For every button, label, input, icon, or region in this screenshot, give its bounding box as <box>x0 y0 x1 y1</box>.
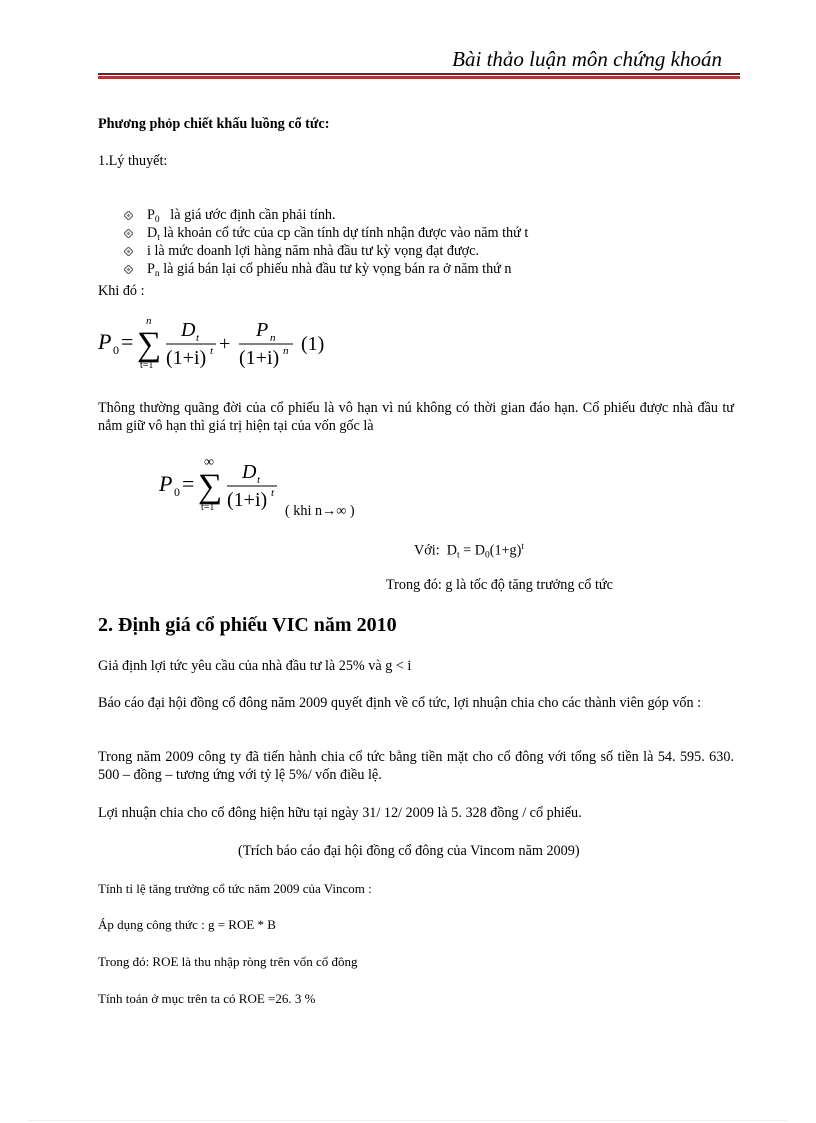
page-header-title: Bài thảo luận môn chứng khoán <box>452 47 722 71</box>
page-bottom-border <box>28 1120 788 1121</box>
summation-sign: ∑ <box>137 326 162 363</box>
plus-sign: + <box>219 333 231 355</box>
header-rule-thick <box>98 76 740 79</box>
sum-lower-limit: t=1 <box>140 360 154 371</box>
numerator-p-subscript: n <box>270 332 276 344</box>
denominator-exponent: t <box>210 345 214 357</box>
formula-term: (1+g) <box>489 542 522 559</box>
diamond-bullet-icon <box>124 247 133 256</box>
definition-text: là khoản cổ tức của cp cần tính dự tính nhận được vào năm thứ t <box>163 225 529 241</box>
denominator: (1+i) <box>239 347 280 369</box>
paragraph: Giả định lợi tức yêu cầu của nhà đầu tư là 25% và g < i <box>98 658 412 674</box>
where-note: Trong đó: g là tốc độ tăng trưởng cổ tức <box>386 577 613 593</box>
denominator: (1+i) <box>227 489 268 511</box>
formula-subscript: t <box>456 550 460 561</box>
formula-equals: = <box>182 471 195 496</box>
section-heading: 2. Định giá cổ phiếu VIC năm 2010 <box>98 614 397 636</box>
paragraph: Lợi nhuận chia cho cổ đông hiện hữu tại ngày 31/ 12/ 2009 là 5. 328 đồng / cổ phiếu. <box>98 805 582 821</box>
sum-lower-limit: t=1 <box>201 502 215 513</box>
diamond-bullet-icon <box>124 211 133 220</box>
formula-dividend-discount-infinite <box>157 454 287 514</box>
denominator: (1+i) <box>166 347 207 369</box>
numerator-d-subscript: t <box>196 332 200 344</box>
symbol: D <box>147 225 158 241</box>
symbol-subscript: 0 <box>154 215 160 225</box>
denominator-exponent: t <box>271 487 275 499</box>
formula-lhs: P <box>159 471 173 496</box>
definition-text: là giá ước định cần phải tính. <box>170 207 336 223</box>
formula-lhs-subscript: 0 <box>174 485 180 499</box>
numerator-d: D <box>181 319 196 341</box>
formula-term: = D <box>463 542 485 559</box>
with-label: Với: <box>414 542 440 559</box>
formula-exponent: t <box>521 542 524 552</box>
numerator-p: P <box>256 319 269 341</box>
symbol: P <box>147 207 155 223</box>
growth-formula <box>414 538 524 565</box>
list-item <box>122 206 682 224</box>
formula-lhs-subscript: 0 <box>113 343 119 357</box>
symbol-subscript: n <box>154 269 160 279</box>
list-item <box>122 242 682 260</box>
list-item <box>122 224 682 242</box>
paragraph: Tính toán ở mục trên ta có ROE =26. 3 % <box>98 991 316 1006</box>
sum-upper-limit: ∞ <box>204 455 214 470</box>
definition-list <box>122 206 682 278</box>
formula-lhs: P <box>98 329 112 354</box>
citation: (Trích báo cáo đại hội đồng cổ đông của Vincom năm 2009) <box>238 843 580 859</box>
definition-text: là giá bán lại cổ phiếu nhà đầu tư kỳ vọng bán ra ở năm thứ n <box>163 261 512 277</box>
symbol: P <box>147 261 155 277</box>
theory-label: 1.Lý thuyết: <box>98 153 168 169</box>
numerator-d-subscript: t <box>257 474 261 486</box>
numerator-d: D <box>242 461 257 483</box>
header-rule <box>98 73 740 75</box>
formula-dividend-discount-finite <box>96 312 336 372</box>
formula-term: D <box>446 542 457 559</box>
summation-sign: ∑ <box>198 468 223 505</box>
paragraph: Trong đó: ROE là thu nhập ròng trên vốn cổ đông <box>98 954 358 969</box>
denominator-exponent: n <box>283 345 289 357</box>
paragraph: Báo cáo đại hội đồng cổ đông năm 2009 quyết định về cổ tức, lợi nhuận chia cho các thành viên góp vốn : <box>98 695 702 711</box>
formula-equals: = <box>121 329 134 354</box>
list-item <box>122 260 682 278</box>
diamond-bullet-icon <box>124 229 133 238</box>
paragraph: Trong năm 2009 công ty đã tiến hành chia cổ tức bằng tiền mặt cho cổ đông với tổng số tiền là 54. 595. 630. 500 – đồng – tương ứng với tỷ lệ 5%/ vốn điều lệ. <box>98 749 734 783</box>
equation-label: (1) <box>301 333 325 355</box>
sum-upper-limit: n <box>146 315 152 327</box>
paragraph: Thông thường quãng đời của cổ phiếu là vô hạn vì nú không có thời gian đáo hạn. Cổ phiếu được nhà đầu tư nắm giữ vô hạn thì giá trị hiện tại của vốn gốc là <box>98 400 734 434</box>
paragraph: Áp dụng công thức : g = ROE * B <box>98 917 276 932</box>
limit-note: ( khi n→∞ ) <box>285 503 355 519</box>
diamond-bullet-icon <box>124 265 133 274</box>
symbol-subscript: t <box>157 233 160 243</box>
paragraph: Tính tỉ lệ tăng trưởng cổ tức năm 2009 của Vincom : <box>98 881 372 896</box>
section-heading: Phương phỏp chiết khấu luồng cổ tức: <box>98 116 330 132</box>
formula-subscript: 0 <box>484 550 490 561</box>
definition-text: i là mức doanh lợi hàng năm nhà đầu tư kỳ vọng đạt được. <box>147 243 479 259</box>
khi-do-label: Khi đó : <box>98 283 145 299</box>
